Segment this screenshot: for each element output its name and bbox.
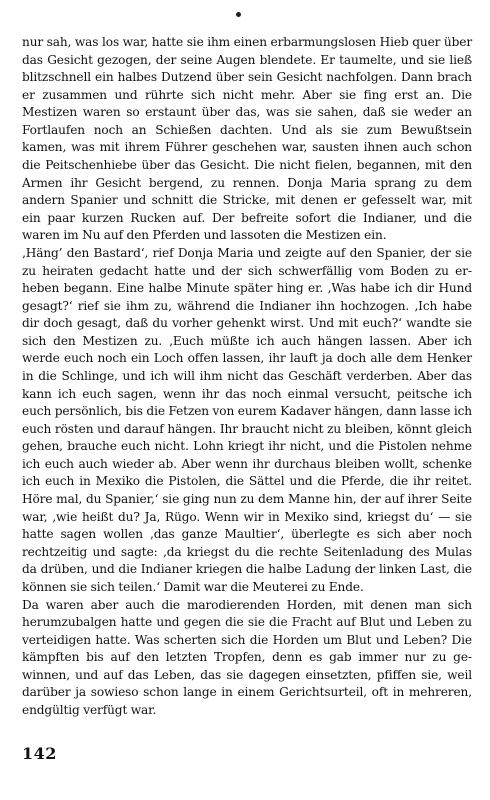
- paragraph-3: Da waren aber auch die marodierenden Horden, mit denen man sich herumzubalgen hatte und gegen die sie die Fracht auf Blut und Leben zu verteidigen hatte. Was scherten sich die Horden um Blut und Leben? Die kämpften bis auf den letzten Tropfen, denn es gab immer nur zu gewinnen, und auf das Leben, das sie dagegen einsetzten, pfiffen sie, weil darüber ja sowieso schon lange in einem Gerichtsurteil, oft in mehreren, endgültig verfügt war.: [22, 597, 472, 717]
- paragraph-1: nur sah, was los war, hatte sie ihm einen erbarmungslosen Hieb quer über das Gesicht gezogen, der seine Augen blendete. Er taumelte, und sie ließ blitzschnell ein halbes Dutzend über sein Gesicht nachfolgen. Dann brach er zusammen und rührte sich nicht mehr. Aber sie fing erst an. Die Mestizen waren so erstaunt über das, was sie sahen, daß sie weder an Fortlaufen noch an Schießen dachten. Und als sie zum Bewußtsein kamen, was mit ihrem Führer geschehen war, sausten ihnen auch schon die Peitschenhiebe über das Gesicht. Die nicht fielen, begannen, mit den Armen ihr Gesicht bergend, zu rennen. Donja Maria sprang zu dem andern Spanier und schnitt die Stricke, mit denen er gefesselt war, mit ein paar kurzen Rucken auf. Der befreite sofort die Indianer, und die waren im Nu auf den Pferden und lassoten die Mestizen ein.: [22, 35, 472, 243]
- body-text: [22, 34, 472, 720]
- page-number: 142: [22, 744, 57, 763]
- top-dot-mark: [236, 12, 241, 17]
- paragraph-2: ‚Häng’ den Bastard‘, rief Donja Maria und zeigte auf den Spanier, der sie zu heiraten gedacht hatte und der sich schwerfällig vom Boden zu erheben begann. Eine halbe Minute später hing er. ‚Was habe ich dir Hund gesagt?‘ rief sie ihm zu, während die Indianer ihn hochzogen. ‚Ich habe dir doch gesagt, daß du vorher gehenkt wirst. Und mit euch?‘ wandte sie sich den Mestizen zu. ‚Euch müßte ich auch hängen lassen. Aber ich werde euch noch ein Loch offen lassen, ihr lauft ja doch alle dem Henker in die Schlinge, und ich will ihm nicht das Geschäft verderben. Aber das kann ich euch sagen, wenn ihr das noch einmal versucht, peitsche ich euch persönlich, bis die Fetzen von eurem Kadaver hängen, dann lasse ich euch rösten und darauf hängen. Ihr braucht nicht zu bleiben, könnt gleich gehen, brauche euch nicht. Lohn kriegt ihr nicht, und die Pistolen nehme ich euch auch wieder ab. Aber wenn ihr durchaus bleiben wollt, schenke ich euch in Mexiko die Pistolen, die Sättel und die Pferde, die ihr reitet. Höre mal, du Spanier,‘ sie ging nun zu dem Manne hin, der auf ihrer Seite war, ‚wie heißt du? Ja, Rügo. Wenn wir in Mexiko sind, kriegst du‘ — sie hatte sagen wollen ‚das ganze Maultier‘, überlegte es sich aber noch rechtzeitig und sagte: ‚da kriegst du die rechte Seitenladung des Mulas da drüben, und die Indianer kriegen die halbe Ladung der linken Last, die können sie sich teilen.‘ Damit war die Meuterei zu Ende.: [22, 245, 472, 594]
